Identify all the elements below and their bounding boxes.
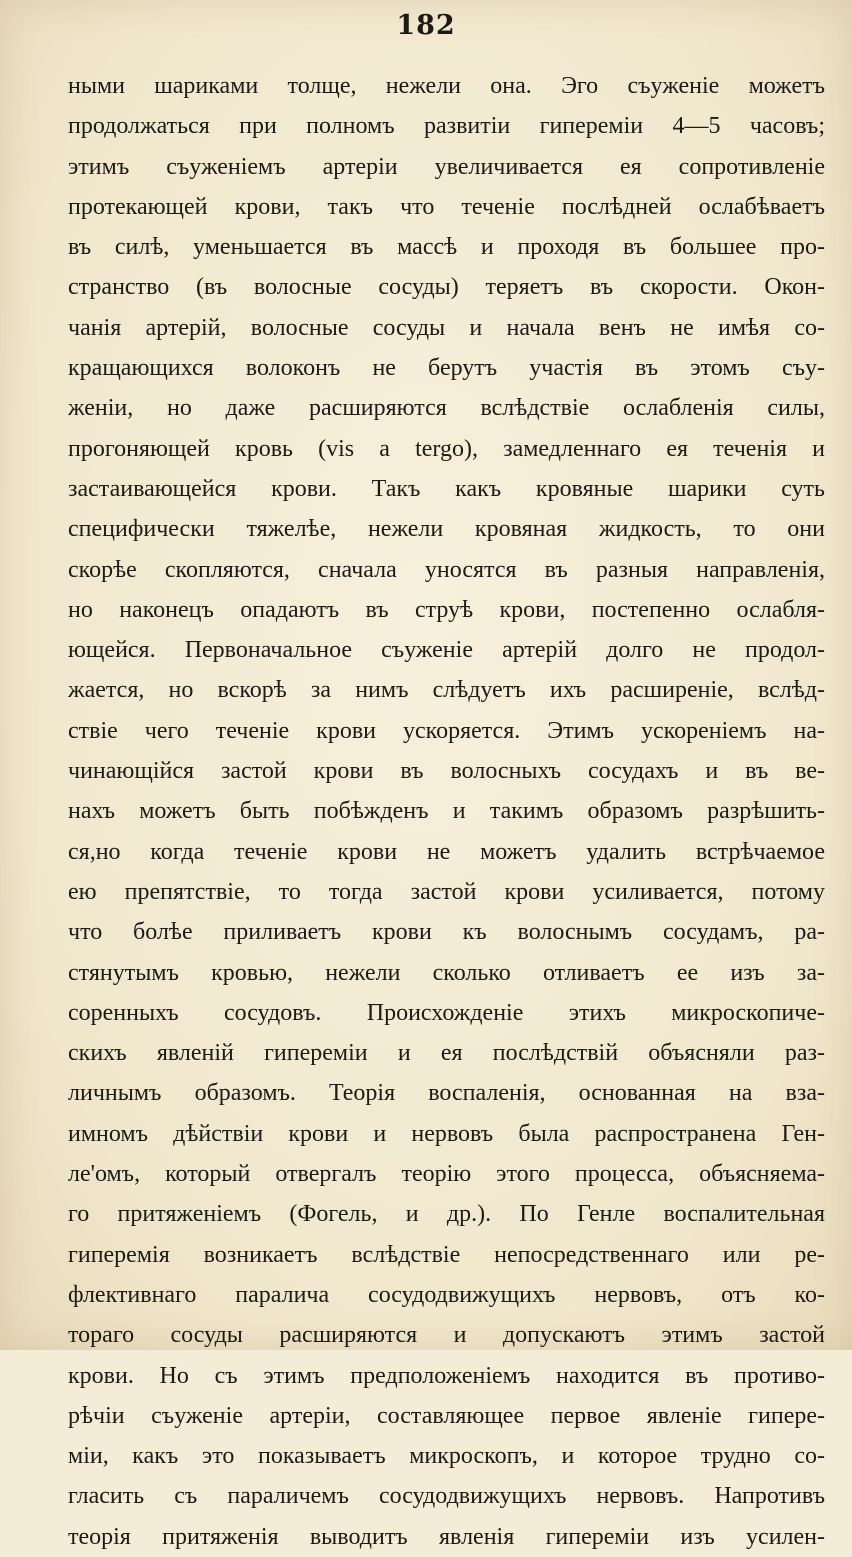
text-line: ствіе чего теченіе крови ускоряется. Этимъ ускореніемъ на- bbox=[68, 717, 825, 744]
text-line: имномъ дѣйствіи крови и нервовъ была распространена Ген- bbox=[68, 1120, 825, 1147]
text-line: ющейся. Первоначальное съуженіе артерій долго не продол- bbox=[68, 637, 825, 664]
text-line: стянутымъ кровью, нежели сколько отливаетъ ее изъ за- bbox=[68, 959, 825, 986]
text-line: жается, но вскорѣ за нимъ слѣдуетъ ихъ расширеніе, вслѣд- bbox=[68, 677, 825, 704]
text-line: женіи, но даже расширяются вслѣдствіе ослабленія силы, bbox=[68, 395, 825, 422]
text-line: чанія артерій, волосные сосуды и начала венъ не имѣя со- bbox=[68, 314, 825, 341]
text-line: нахъ можетъ быть побѣжденъ и такимъ образомъ разрѣшить- bbox=[68, 798, 825, 825]
text-line: чинающійся застой крови въ волосныхъ сосудахъ и въ ве- bbox=[68, 758, 825, 785]
text-line: міи, какъ это показываетъ микроскопъ, и которое трудно со- bbox=[68, 1443, 825, 1470]
text-line: гиперемія возникаетъ вслѣдствіе непосредственнаго или ре- bbox=[68, 1241, 825, 1268]
text-line: специфически тяжелѣе, нежели кровяная жидкость, то они bbox=[68, 516, 825, 543]
text-line: но наконецъ опадаютъ въ струѣ крови, постепенно ослабля- bbox=[68, 596, 825, 623]
text-line: прогоняющей кровь (vis a tergo), замедленнаго ея теченія и bbox=[68, 435, 825, 462]
text-line: тораго сосуды расширяются и допускаютъ этимъ застой bbox=[68, 1322, 825, 1349]
text-line: ею препятствіе, то тогда застой крови усиливается, потому bbox=[68, 878, 825, 905]
text-line: что болѣе приливаетъ крови къ волоснымъ сосудамъ, ра- bbox=[68, 919, 825, 946]
text-line: ными шариками толще, нежели она. Эго съуженіе можетъ bbox=[68, 73, 825, 99]
text-line: гласить съ параличемъ сосудодвижущихъ нервовъ. Напротивъ bbox=[68, 1483, 825, 1510]
text-line: скихъ явленій гипереміи и ея послѣдствій объясняли раз- bbox=[68, 1040, 825, 1067]
text-line: кращающихся волоконъ не берутъ участія въ этомъ съу- bbox=[68, 355, 825, 382]
text-line: соренныхъ сосудовъ. Происхожденіе этихъ микроскопиче- bbox=[68, 999, 825, 1026]
page-number: 182 bbox=[396, 10, 456, 41]
text-line: протекающей крови, такъ что теченіе послѣдней ослабѣваетъ bbox=[68, 193, 825, 220]
text-line: крови. Но съ этимъ предположеніемъ находится въ противо- bbox=[68, 1362, 825, 1389]
text-line: продолжаться при полномъ развитіи гипереміи 4—5 часовъ; bbox=[68, 113, 825, 140]
text-line: ся,но когда теченіе крови не можетъ удалить встрѣчаемое bbox=[68, 838, 825, 865]
text-line: застаивающейся крови. Такъ какъ кровяные шарики суть bbox=[68, 475, 825, 502]
text-line: скорѣе скопляются, сначала уносятся въ разныя направленія, bbox=[68, 556, 825, 583]
text-line: ле'омъ, который отвергалъ теорію этого процесса, объясняема- bbox=[68, 1161, 825, 1188]
text-line: въ силѣ, уменьшается въ массѣ и проходя въ большее про- bbox=[68, 234, 825, 261]
text-line: странство (въ волосные сосуды) теряетъ въ скорости. Окон- bbox=[68, 274, 825, 301]
text-line: личнымъ образомъ. Теорія воспаленія, основанная на вза- bbox=[68, 1080, 825, 1107]
text-line: теорія притяженія выводитъ явленія гипереміи изъ усилен- bbox=[68, 1523, 825, 1550]
body-text bbox=[68, 66, 825, 1557]
text-line: рѣчіи съуженіе артеріи, составляющее первое явленіе гипере- bbox=[68, 1402, 825, 1429]
text-line: флективнаго паралича сосудодвижущихъ нервовъ, отъ ко- bbox=[68, 1281, 825, 1308]
text-line: го притяженіемъ (Фогель, и др.). По Генле воспалительная bbox=[68, 1201, 825, 1228]
text-line: этимъ съуженіемъ артеріи увеличивается ея сопротивленіе bbox=[68, 153, 825, 180]
